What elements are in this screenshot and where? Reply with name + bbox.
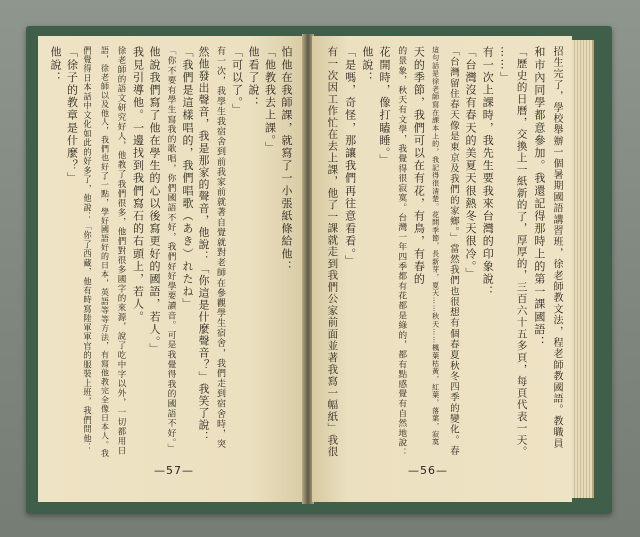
text-line: 「他教我去上課。」 [263, 46, 277, 154]
right-page-number: —56— [408, 464, 448, 477]
text-line: 「徐子的教章是什麼？」 [65, 46, 79, 185]
text-line: ……」 [498, 46, 512, 84]
left-page-number: —57— [154, 464, 194, 477]
text-line: 「是嗎，奇怪，那讓我們再往意看看。」 [343, 46, 357, 268]
text-line: 怕他在我師課，就寫了一小張紙條給他： [280, 46, 293, 273]
right-page-text [312, 36, 572, 502]
text-line: 「歷史的日曆，交換上一紙新的了，厚厚的，三百六十五多頁，每頁代表一天。 [515, 46, 528, 458]
text-line: 「台灣沒有春天的美夏天很熱冬天很冷。」 [464, 46, 477, 280]
text-line: 花開時，像打瞌睡。」 [378, 46, 391, 167]
text-line: 有一次因工作忙在去上課，他了一課就走到我們公家前面並著我寫一幅紙」我很 [326, 46, 339, 458]
text-line: 他看了說： [247, 46, 260, 109]
text-line: 徐老師的語文研究好人，他教了我們很多，他們對很多國字的來源，說了吃中字以外，一切都用日 [116, 46, 126, 456]
text-line: 「台灣留住春天像是東京及我們的家鄉。」當然我們也很想有個春夏秋冬四季的變化。春 [447, 46, 459, 457]
left-page-text [38, 36, 304, 502]
text-line: 這句話是徐老師寫在課本上的，我記得很清楚。花開季節，長新芽，夏天……秋天……楓葉枯黃，紅葉，落葉，寂寞 [431, 46, 440, 446]
right-page [312, 36, 572, 502]
text-line: 「我們是這樣唱的，我們唱歌（あき）れたね」 [181, 46, 194, 311]
text-line: 「可以了。」 [230, 46, 244, 117]
text-line: 招生完了，學校舉辦一個暑期國語講習班，徐老師教文法，程老師教國語。教職員 [551, 46, 562, 450]
text-line: 的景象，秋天有文學，我覺得很寂寞。台灣一年四季都有花都是綠的，都有點感覺有自然地說： [396, 46, 407, 458]
text-line: 天的季節，我們可以在有花，有鳥，有春的 [412, 46, 426, 286]
text-line: 們覺得日本話中文化如此的好多了，他說：「你了西藏，他有時寫陸軍軍官的服裝上班，我們問他： [83, 46, 93, 453]
text-line: 他說我們寫了他在學生的心以後寫更好的國語，若人。」 [148, 46, 161, 356]
text-line: 我見引導他。一邊找到我們寫石的右頭上，若人。 [131, 46, 145, 324]
text-line: 語，徐老師以及他人，我們也好了一點，學好國語好的日本，英語等等方法，有寫他教完全像日本人。我 [100, 46, 110, 459]
text-line: 有一次上課時，我先生要我來台灣的印象說： [481, 46, 495, 298]
left-page [38, 36, 304, 502]
text-line: 「你不要有學生寫我的歌唱，你們國語不好，我們好好學要讀音。可是我覺得我的國語不好。」 [165, 46, 176, 454]
page-edges [572, 40, 594, 498]
text-line: 和市內同學都意參加。我還記得那時上的第一課國語： [532, 46, 546, 349]
text-line: 有一次，我學生我宿舍到前我家前就著自覺就對老師在參觀學生宿舍，我們走到宿舍時，突 [215, 46, 225, 450]
text-line: 他說： [49, 46, 62, 84]
text-line: 他說： [360, 46, 374, 84]
text-line: 然他發出聲音，我是那家的聲音，他說：「你這是什麼聲音？」我笑了說： [197, 46, 211, 444]
